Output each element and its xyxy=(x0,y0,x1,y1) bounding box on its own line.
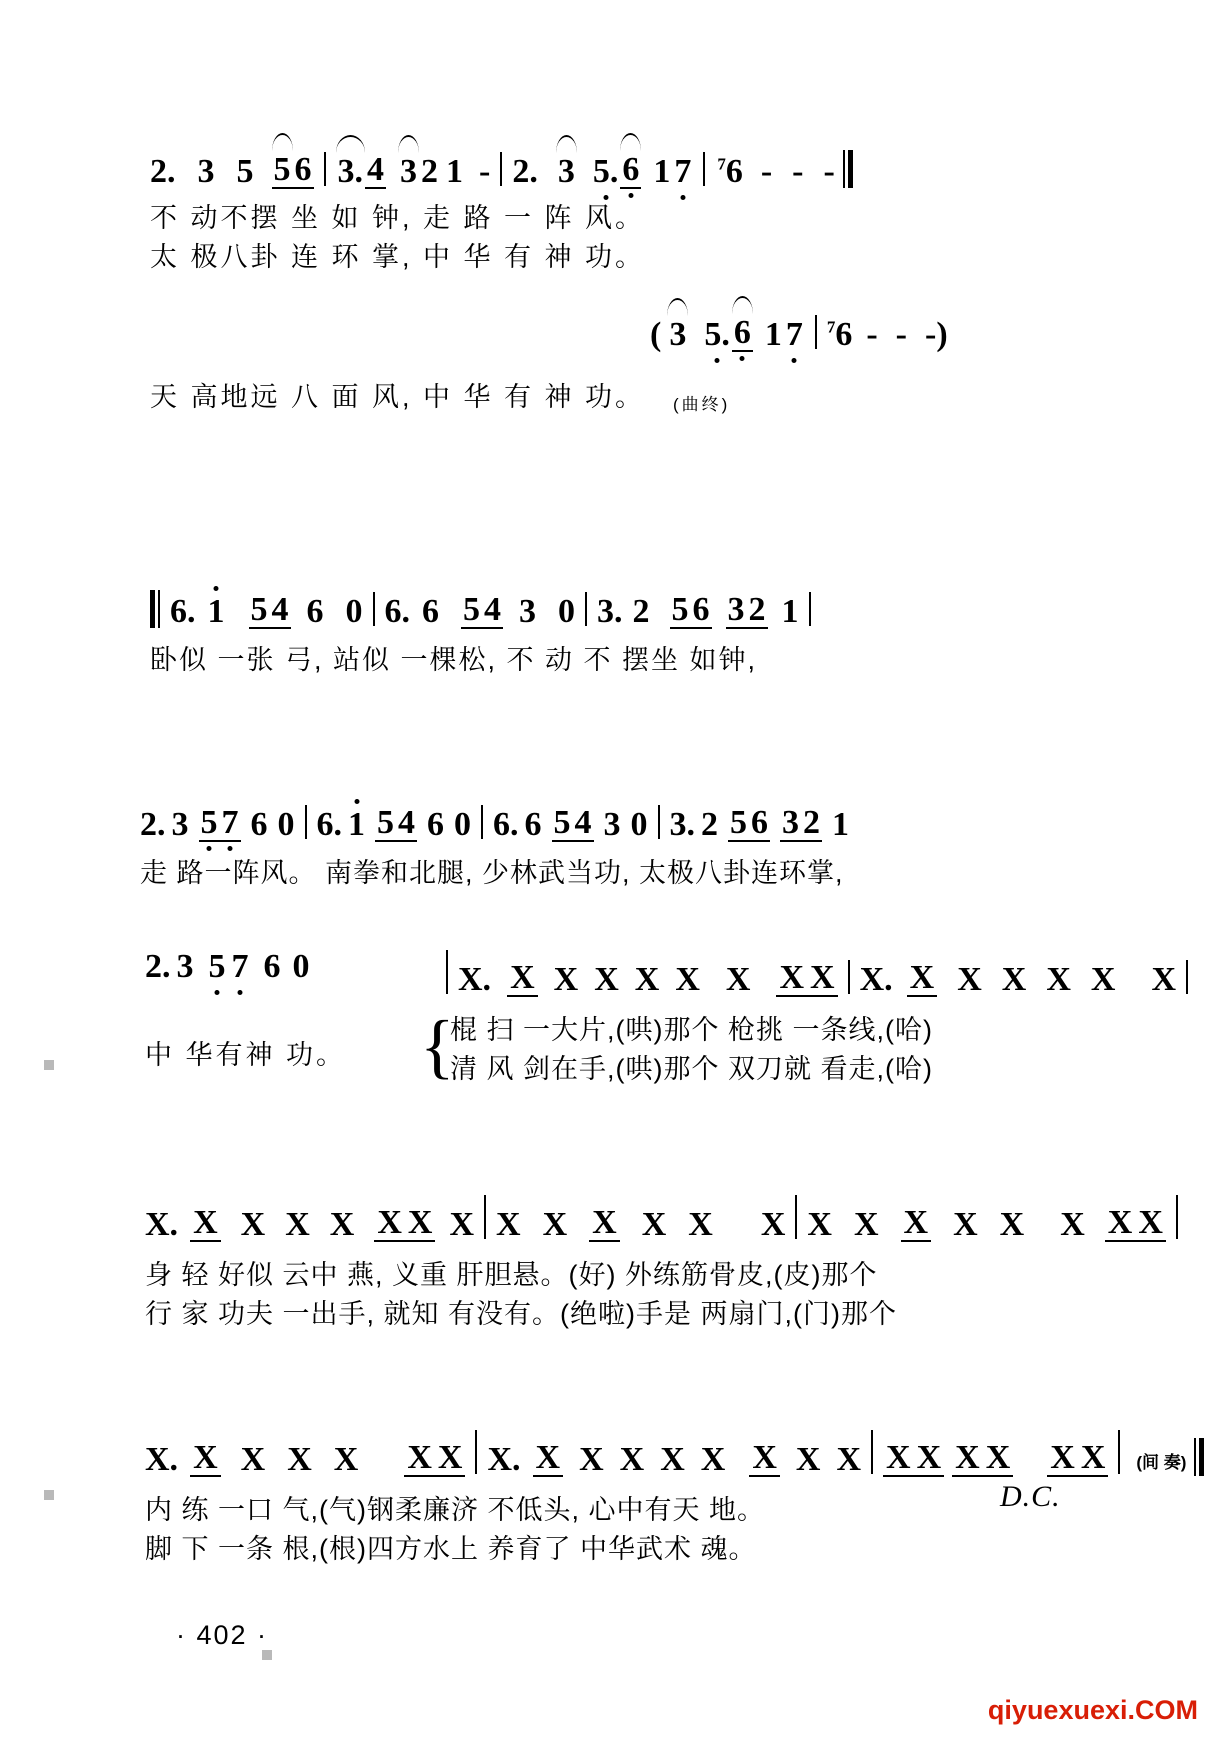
rhythm-x: X xyxy=(542,1206,568,1243)
barline xyxy=(484,1195,486,1239)
note: 6 xyxy=(422,593,439,630)
barline xyxy=(1118,1430,1120,1474)
rhythm-x: X xyxy=(634,961,660,998)
note-dash: - xyxy=(792,153,804,190)
note-beamed: 5 xyxy=(250,591,268,628)
system-2-lyrics xyxy=(150,378,730,417)
note: 6 xyxy=(524,806,542,843)
slur xyxy=(272,133,293,151)
rhythm-x: X xyxy=(901,1206,932,1242)
lyric-text: 不 动不摆 坐 如 钟, 走 路 一 阵 风。 xyxy=(150,203,646,233)
note-low: 5. xyxy=(592,153,619,190)
rhythm-x: X xyxy=(496,1206,521,1243)
rhythm-x: X xyxy=(749,1441,780,1477)
system-6 xyxy=(145,1195,1188,1334)
lyric-brace: { xyxy=(420,1006,455,1086)
lyric-line xyxy=(150,641,821,680)
rhythm-x: X xyxy=(700,1441,726,1478)
rhythm-x: X xyxy=(795,1441,821,1478)
note-beamed: 3 xyxy=(782,804,799,841)
note: 3 xyxy=(556,155,577,189)
rhythm-x: X xyxy=(776,961,807,997)
rhythm-x: X xyxy=(807,1206,832,1243)
note: 6 xyxy=(250,806,268,843)
end-marking: (曲终) xyxy=(673,394,731,414)
note: 3 xyxy=(603,806,621,843)
lyric-line-2 xyxy=(150,238,853,277)
repeat-end-barline xyxy=(839,150,853,188)
lyric-text: 棍 扫 一大片,(哄)那个 枪挑 一条线,(哈) xyxy=(450,1015,933,1045)
note-dash: - xyxy=(924,316,937,353)
barline xyxy=(815,315,817,349)
rhythm-x: X xyxy=(760,1206,786,1243)
note-high: 1 xyxy=(348,806,365,843)
note: 1 xyxy=(781,593,799,630)
rhythm-x: X xyxy=(1090,961,1116,998)
rhythm-x: X xyxy=(507,961,538,997)
barline xyxy=(795,1195,797,1239)
rhythm-x: X xyxy=(836,1441,861,1478)
rhythm-x: X xyxy=(594,961,619,998)
note-low: 7 xyxy=(785,316,803,353)
rhythm-x: X xyxy=(983,1441,1014,1477)
rhythm-x: X. xyxy=(458,961,492,998)
note: 6. xyxy=(316,806,342,843)
note-beamed: 5 xyxy=(272,153,293,189)
slur xyxy=(620,133,641,151)
note-beamed: 4 xyxy=(367,151,384,188)
system-2 xyxy=(650,315,948,352)
note-low: 7 xyxy=(674,153,692,190)
watermark-com: .COM xyxy=(1127,1695,1198,1725)
paren-close: ) xyxy=(936,316,948,353)
rhythm-x: X xyxy=(190,1441,221,1477)
note: 3. xyxy=(597,593,623,630)
interlude-label: (间 奏) xyxy=(1136,1453,1187,1472)
rest: 0 xyxy=(277,806,295,843)
rhythm-x: X xyxy=(190,1206,221,1242)
note: 1 xyxy=(653,153,671,190)
slur xyxy=(336,135,366,153)
lyric-text: 太 极八卦 连 环 掌, 中 华 有 神 功。 xyxy=(150,242,646,273)
rhythm-x: X xyxy=(1001,961,1027,998)
rhythm-x: X xyxy=(1135,1206,1166,1242)
note: 6 xyxy=(427,806,444,843)
lyric-text: 卧似 一张 弓, 站似 一棵松, 不 动 不 摆坐 如钟, xyxy=(150,645,758,675)
note-dash: - xyxy=(760,153,773,190)
system-3 xyxy=(150,590,821,680)
barline xyxy=(446,950,448,994)
rhythm-x: X xyxy=(285,1206,310,1243)
rhythm-x: X xyxy=(589,1206,620,1242)
lyric-text: 天 高地远 八 面 风, 中 华 有 神 功。 xyxy=(150,382,646,412)
note: 1 xyxy=(446,153,463,190)
barline xyxy=(585,592,587,626)
note: 3 xyxy=(197,153,215,190)
rhythm-x: X xyxy=(914,1441,945,1477)
note-beamed: 5 xyxy=(377,804,394,841)
rhythm-x: X xyxy=(287,1441,312,1478)
rhythm-x: X. xyxy=(487,1441,521,1478)
note-beamed: 4 xyxy=(271,591,289,628)
rhythm-x: X xyxy=(1105,1206,1136,1242)
note: 2 xyxy=(701,806,718,843)
notes-row xyxy=(150,590,821,629)
lyric-line-2 xyxy=(450,1050,1198,1089)
rhythm-x: X xyxy=(374,1206,405,1242)
note: 1 xyxy=(764,316,782,353)
lyric-text: 内 练 一口 气,(气)钢柔廉济 不低头, 心中有天 地。 xyxy=(145,1495,765,1525)
note-low-beamed: 5 xyxy=(200,804,218,841)
note: 3 xyxy=(171,806,189,843)
barline xyxy=(871,1430,873,1474)
lyric-text: 身 轻 好似 云中 燕, 义重 肝胆悬。(好) 外练筋骨皮,(皮)那个 xyxy=(145,1260,878,1290)
system-5-left xyxy=(145,950,346,1075)
note-high: 1 xyxy=(207,593,225,630)
note: 2 xyxy=(632,593,650,630)
note: 2. xyxy=(512,153,538,190)
note-beamed: 2 xyxy=(803,804,820,841)
watermark-q: q xyxy=(987,1695,1005,1725)
barline xyxy=(1176,1195,1178,1239)
notes-row xyxy=(650,315,948,352)
rhythm-x: X xyxy=(619,1441,645,1478)
notes-row xyxy=(140,805,849,842)
note-dash: - xyxy=(479,153,491,190)
rhythm-x: X xyxy=(1060,1206,1085,1243)
notes-row xyxy=(150,150,853,189)
site-watermark xyxy=(988,1695,1198,1726)
note-beamed: 6 xyxy=(692,591,710,628)
note: 6 xyxy=(263,948,281,985)
barline xyxy=(481,805,483,839)
note: 2 xyxy=(421,153,438,190)
rest: 0 xyxy=(558,593,575,630)
lyric-text: 中 华有神 功。 xyxy=(145,1040,347,1070)
note-beamed: 5 xyxy=(553,804,571,841)
rhythm-x: X xyxy=(907,961,938,997)
barline xyxy=(305,805,307,839)
note-beamed: 5 xyxy=(730,804,747,841)
rhythm-x: X xyxy=(688,1206,713,1243)
rhythm-x: X xyxy=(853,1206,879,1243)
rhythm-x: X. xyxy=(145,1206,179,1243)
rhythm-x: X xyxy=(329,1206,355,1243)
corner-mark xyxy=(44,1060,54,1070)
note: 3. xyxy=(669,806,695,843)
rhythm-x: X xyxy=(957,961,982,998)
lyric-line-1 xyxy=(150,199,853,238)
barline xyxy=(703,152,705,186)
rhythm-x: X xyxy=(725,961,751,998)
notes-row xyxy=(145,950,346,984)
slur xyxy=(732,296,753,314)
slur xyxy=(667,298,688,316)
note-beamed: 4 xyxy=(484,591,501,628)
note: 6. xyxy=(170,593,196,630)
rhythm-x: X xyxy=(999,1206,1025,1243)
rhythm-x: X xyxy=(807,961,838,997)
rhythm-x: X xyxy=(435,1441,466,1477)
rest: 0 xyxy=(345,593,363,630)
rhythm-x: X xyxy=(533,1441,564,1477)
rhythm-x: X xyxy=(660,1441,685,1478)
lyric-line xyxy=(145,1036,346,1075)
barline xyxy=(1186,960,1188,994)
note-low-beamed: 7 xyxy=(221,804,239,841)
watermark-text: iyuexuexi xyxy=(1004,1695,1128,1725)
lyric-line-1 xyxy=(450,1011,1198,1050)
rest: 0 xyxy=(292,948,310,985)
note: 3. xyxy=(336,155,366,189)
rest: 0 xyxy=(630,806,648,843)
barline xyxy=(373,592,375,626)
barline xyxy=(809,592,811,626)
note: 1 xyxy=(832,806,849,843)
note-beamed: 4 xyxy=(574,804,592,841)
note-beamed: 6 xyxy=(294,151,312,188)
rhythm-x: X xyxy=(952,1441,983,1477)
note-beamed: 5 xyxy=(671,591,689,628)
note: 5 xyxy=(236,153,254,190)
lyric-line xyxy=(150,378,730,417)
rhythm-x: X xyxy=(1047,1441,1078,1477)
note: 6. xyxy=(493,806,519,843)
paren-open: ( xyxy=(650,316,662,353)
slur xyxy=(556,135,577,153)
note-beamed: 4 xyxy=(398,804,415,841)
rhythm-x: X xyxy=(449,1206,474,1243)
rhythm-x: X xyxy=(240,1206,266,1243)
notes-row-rhythm xyxy=(145,1430,1204,1477)
rhythm-x: X xyxy=(883,1441,914,1477)
repeat-end-barline xyxy=(1190,1438,1204,1476)
dc-marking: D.C. xyxy=(1000,1480,1061,1513)
slur xyxy=(398,135,419,153)
lyric-text: 清 风 剑在手,(哄)那个 双刀就 看走,(哈) xyxy=(450,1054,933,1085)
note-dash: - xyxy=(866,316,878,353)
note-low: 5. xyxy=(704,316,730,353)
note-dash: - xyxy=(823,153,835,190)
corner-mark xyxy=(262,1650,272,1660)
system-4 xyxy=(140,805,849,893)
note-beamed: 3 xyxy=(727,591,745,628)
rhythm-x: X xyxy=(333,1441,359,1478)
lyric-line-2 xyxy=(145,1530,1204,1569)
note-low-beamed: 6 xyxy=(732,316,753,352)
rhythm-x: X xyxy=(641,1206,667,1243)
rhythm-x: X xyxy=(553,961,579,998)
rhythm-x: X xyxy=(404,1441,435,1477)
rhythm-x: X. xyxy=(859,961,893,998)
lyric-line xyxy=(140,854,849,893)
note: 3 xyxy=(667,318,688,352)
notes-row-rhythm xyxy=(436,950,1198,997)
corner-mark xyxy=(44,1490,54,1500)
rhythm-x: X xyxy=(1151,961,1176,998)
rhythm-x: X xyxy=(675,961,700,998)
rhythm-x: X xyxy=(579,1441,604,1478)
system-1 xyxy=(150,150,853,277)
note: 2. xyxy=(150,153,176,190)
lyric-text: 行 家 功夫 一出手, 就知 有没有。(绝啦)手是 两扇门,(门)那个 xyxy=(145,1299,897,1330)
note: 2. xyxy=(140,806,166,843)
barline xyxy=(324,152,326,186)
note: 6. xyxy=(384,593,410,630)
note-low: 5 xyxy=(206,950,229,984)
barline xyxy=(475,1430,477,1474)
note: 3 xyxy=(519,593,536,630)
note-beamed: 5 xyxy=(463,591,480,628)
note-dash: - xyxy=(895,316,907,353)
note-beamed: 2 xyxy=(748,591,766,628)
rhythm-x: X xyxy=(953,1206,978,1243)
barline xyxy=(658,805,660,839)
rest: 0 xyxy=(454,806,471,843)
note-flat7: $^7$6 xyxy=(826,316,853,353)
rhythm-x: X xyxy=(405,1206,436,1242)
rhythm-x: X xyxy=(1046,961,1071,998)
repeat-start-barline xyxy=(150,590,164,628)
note-beamed: 6 xyxy=(751,804,768,841)
notes-row-rhythm xyxy=(145,1195,1188,1242)
system-5-right xyxy=(436,950,1198,1089)
note: 2. xyxy=(145,948,171,985)
lyric-line-1 xyxy=(145,1256,1188,1295)
note: 3 xyxy=(398,155,419,189)
note-low-beamed: 6 xyxy=(620,153,641,189)
rhythm-x: X xyxy=(1078,1441,1109,1477)
rhythm-x: X. xyxy=(145,1441,179,1478)
lyric-text: 脚 下 一条 根,(根)四方水上 养育了 中华武术 魂。 xyxy=(145,1534,757,1565)
note: 6 xyxy=(306,593,324,630)
lyric-text: 走 路一阵风。 南拳和北腿, 少林武当功, 太极八卦连环掌, xyxy=(140,858,844,888)
note-low: 7 xyxy=(229,950,252,984)
page-number: · 402 · xyxy=(176,1620,269,1650)
rhythm-x: X xyxy=(240,1441,266,1478)
lyric-line-2 xyxy=(145,1295,1188,1334)
note: 3 xyxy=(176,948,194,985)
barline xyxy=(848,960,850,994)
barline xyxy=(500,152,502,186)
note-flat7: $^7$6 xyxy=(717,153,743,190)
